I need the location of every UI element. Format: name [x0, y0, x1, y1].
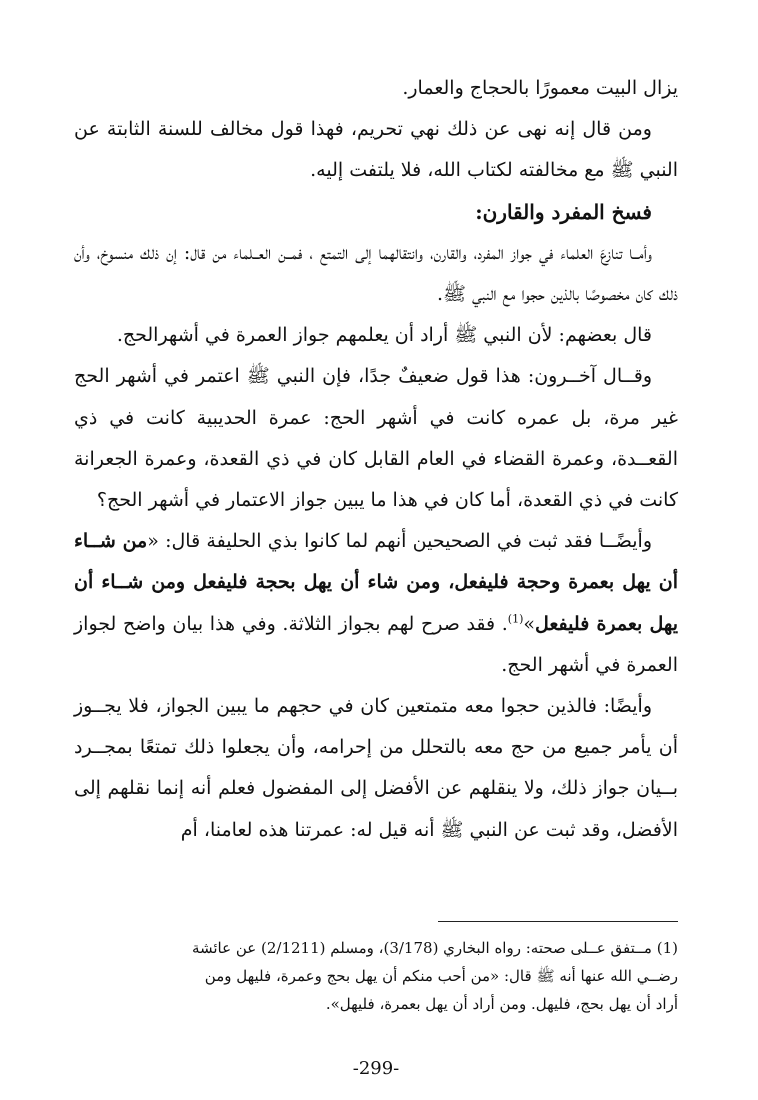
footnote-line-2: رضــي الله عنها أنه ﷺ قال: «من أحب منكم أن يهل بحج وعمرة، فليهل ومن [204, 967, 678, 985]
book-page [74, 68, 678, 1100]
paragraph-6-intro: وأيضًــا فقد ثبت في الصحيحين أنهم لما كانوا بذي الحليفة قال: « [147, 530, 652, 553]
footnotes [74, 934, 678, 1018]
footnote-line-1: (1) مــتفق عــلى صحته: رواه البخاري (3/178)، ومسلم (2/1211) عن عائشة [191, 939, 678, 957]
page-number: -299- [352, 1058, 400, 1079]
hadith-quote: من شــاء أن يهل بعمرة وحجة فليفعل، ومن شاء أن يهل بحجة فليفعل ومن شــاء أن يهل بعمرة فليفعل [74, 530, 678, 635]
paragraph-1: يزال البيت معمورًا بالحجاج والعمار. [402, 77, 678, 99]
main-text [74, 68, 678, 851]
paragraph-6 [74, 521, 678, 686]
quote-close: » [523, 612, 535, 635]
paragraph-7: وأيضًا: فالذين حجوا معه متمتعين كان في حجهم ما يبين الجواز، فلا يجــوز أن يأمر جميع من حج معه بالتحلل من إحرامه، وأن يجعلوا ذلك تمتعًا بمجــرد بــيان جواز ذلك، ولا ينقلهم عن الأفضل إلى المفضول فعلم أنه إنما نقلهم إلى الأفضل، وقد ثبت عن النبي ﷺ أنه قيل له: عمرتنا هذه لعامنا، أم [74, 695, 678, 841]
paragraph-2: ومن قال إنه نهى عن ذلك نهي تحريم، فهذا قول مخالف للسنة الثابتة عن النبي ﷺ مع مخالفته لكتاب الله، فلا يلتفت إليه. [74, 118, 678, 182]
footnote-reference[interactable]: (1) [507, 612, 524, 626]
paragraph-6-rest: . فقد صرح لهم بجواز الثلاثة. وفي هذا بيان واضح لجواز العمرة في أشهر الحج. [74, 612, 678, 676]
paragraph-3: وأمــا تنازعَ العلماء في جواز المفرد، والقارن، وانتقالهما إلى التمتع ، فمــن العــلماء من قال: إن ذلك منسوخ، وأن ذلك كان مخصوصًا بالذين حجوا مع النبي ﷺ. [74, 241, 678, 306]
footnote-divider [438, 921, 678, 922]
paragraph-4: قال بعضهم: لأن النبي ﷺ أراد أن يعلمهم جواز العمرة في أشهرالحج. [116, 324, 652, 347]
section-heading: فسخ المفرد والقارن: [475, 199, 652, 224]
footnote-line-3: أراد أن يهل بحج، فليهل. ومن أراد أن يهل بعمرة، فليهل». [325, 995, 678, 1013]
paragraph-5: وقــال آخــرون: هذا قول ضعيفٌ جدًا، فإن النبي ﷺ اعتمر في أشهر الحج غير مرة، بل عمره كانت في أشهر الحج: عمرة الحديبية كانت في ذي القعــدة، وعمرة القضاء في العام القابل كان في ذي القعدة، وعمرة الجعرانة كانت في ذي القعدة، أما كان في هذا ما يبين جواز الاعتمار في أشهر الحج؟ [74, 365, 678, 512]
